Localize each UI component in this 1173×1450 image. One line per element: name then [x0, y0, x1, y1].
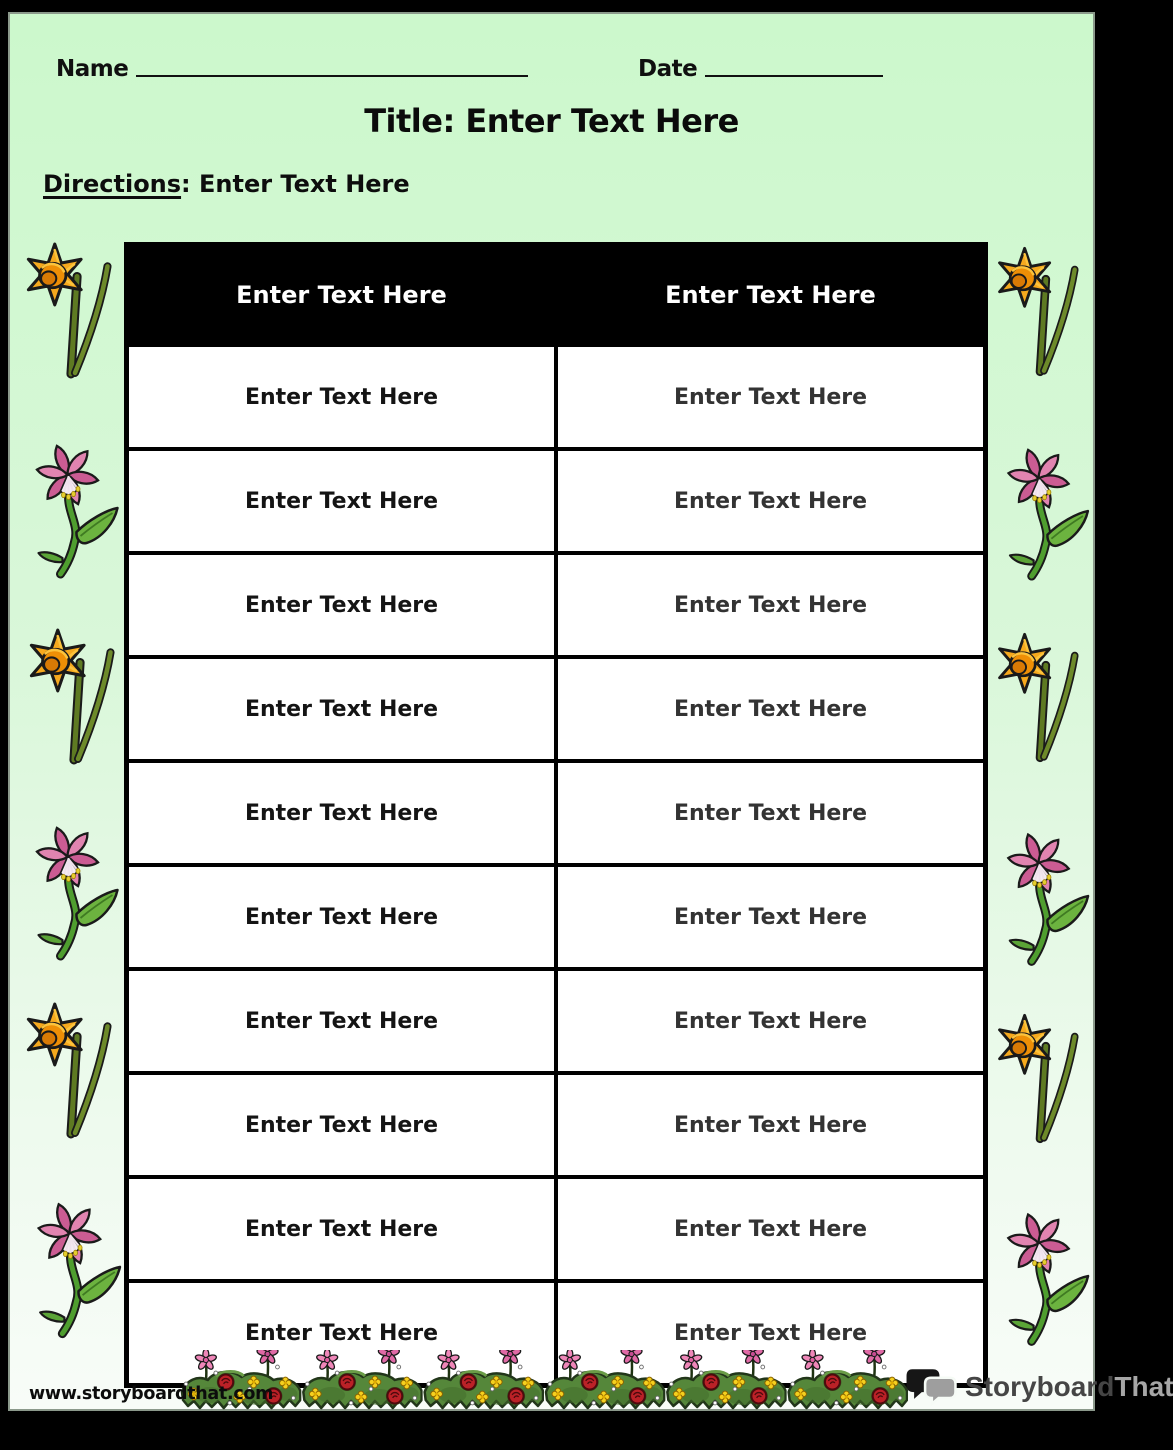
table-row [127, 449, 986, 553]
lily-icon [20, 824, 126, 964]
daffodil-icon [16, 240, 128, 382]
table-cell[interactable]: Enter Text Here [556, 657, 986, 761]
directions-text: Enter Text Here [199, 170, 410, 198]
worksheet-table [124, 242, 988, 1388]
table-cell[interactable]: Enter Text Here [556, 969, 986, 1073]
logo-text-that: That [1114, 1371, 1173, 1402]
table-cell[interactable]: Enter Text Here [556, 865, 986, 969]
flower-hedge-illustration [180, 1350, 908, 1412]
storyboardthat-logo [904, 1368, 1173, 1406]
table-cell[interactable]: Enter Text Here [127, 969, 557, 1073]
table-row [127, 345, 986, 449]
table-cell[interactable]: Enter Text Here [127, 1073, 557, 1177]
worksheet-page [8, 12, 1173, 1411]
table-header-cell[interactable]: Enter Text Here [127, 245, 557, 346]
table-row [127, 761, 986, 865]
name-writing-line [136, 75, 528, 77]
table-row [127, 553, 986, 657]
lily-icon [992, 446, 1096, 584]
table-row [127, 1073, 986, 1177]
website-url: www.storyboardthat.com [29, 1384, 274, 1404]
date-label: Date [638, 56, 698, 82]
logo-wordmark [965, 1371, 1173, 1403]
lily-icon [992, 1210, 1096, 1350]
table-cell[interactable]: Enter Text Here [127, 345, 557, 449]
table-cell[interactable]: Enter Text Here [556, 1177, 986, 1281]
lily-icon [22, 1200, 128, 1342]
logo-text-storyboard: Storyboard [965, 1371, 1115, 1402]
table-cell[interactable]: Enter Text Here [127, 865, 557, 969]
table-cell[interactable]: Enter Text Here [127, 449, 557, 553]
date-row [638, 56, 883, 82]
table-cell[interactable]: Enter Text Here [127, 657, 557, 761]
table-cell[interactable]: Enter Text Here [556, 553, 986, 657]
directions-label: Directions [43, 170, 182, 198]
daffodil-icon [19, 626, 131, 768]
name-row [56, 56, 528, 82]
daffodil-icon [988, 630, 1094, 766]
table-cell[interactable]: Enter Text Here [127, 1177, 557, 1281]
table-cell[interactable]: Enter Text Here [556, 449, 986, 553]
table-row [127, 657, 986, 761]
lily-icon [20, 442, 126, 582]
table-row [127, 969, 986, 1073]
table-cell[interactable]: Enter Text Here [556, 345, 986, 449]
table-header-cell[interactable]: Enter Text Here [556, 245, 986, 346]
daffodil-icon [988, 1010, 1094, 1148]
directions-line[interactable] [43, 170, 410, 198]
table-cell[interactable]: Enter Text Here [127, 553, 557, 657]
table-cell[interactable]: Enter Text Here [127, 761, 557, 865]
date-writing-line [705, 75, 883, 77]
speech-bubbles-icon [904, 1368, 958, 1406]
table-cell[interactable]: Enter Text Here [127, 1281, 557, 1386]
table-row [127, 1177, 986, 1281]
table-cell[interactable]: Enter Text Here [556, 1281, 986, 1386]
page-title[interactable]: Title: Enter Text Here [364, 102, 739, 140]
daffodil-icon [988, 244, 1094, 380]
table-header-row [127, 245, 986, 346]
table-row [127, 865, 986, 969]
lily-icon [992, 830, 1096, 970]
name-label: Name [56, 56, 129, 82]
daffodil-icon [16, 1000, 128, 1142]
table-cell[interactable]: Enter Text Here [556, 1073, 986, 1177]
directions-separator: : [181, 170, 199, 198]
table-cell[interactable]: Enter Text Here [556, 761, 986, 865]
